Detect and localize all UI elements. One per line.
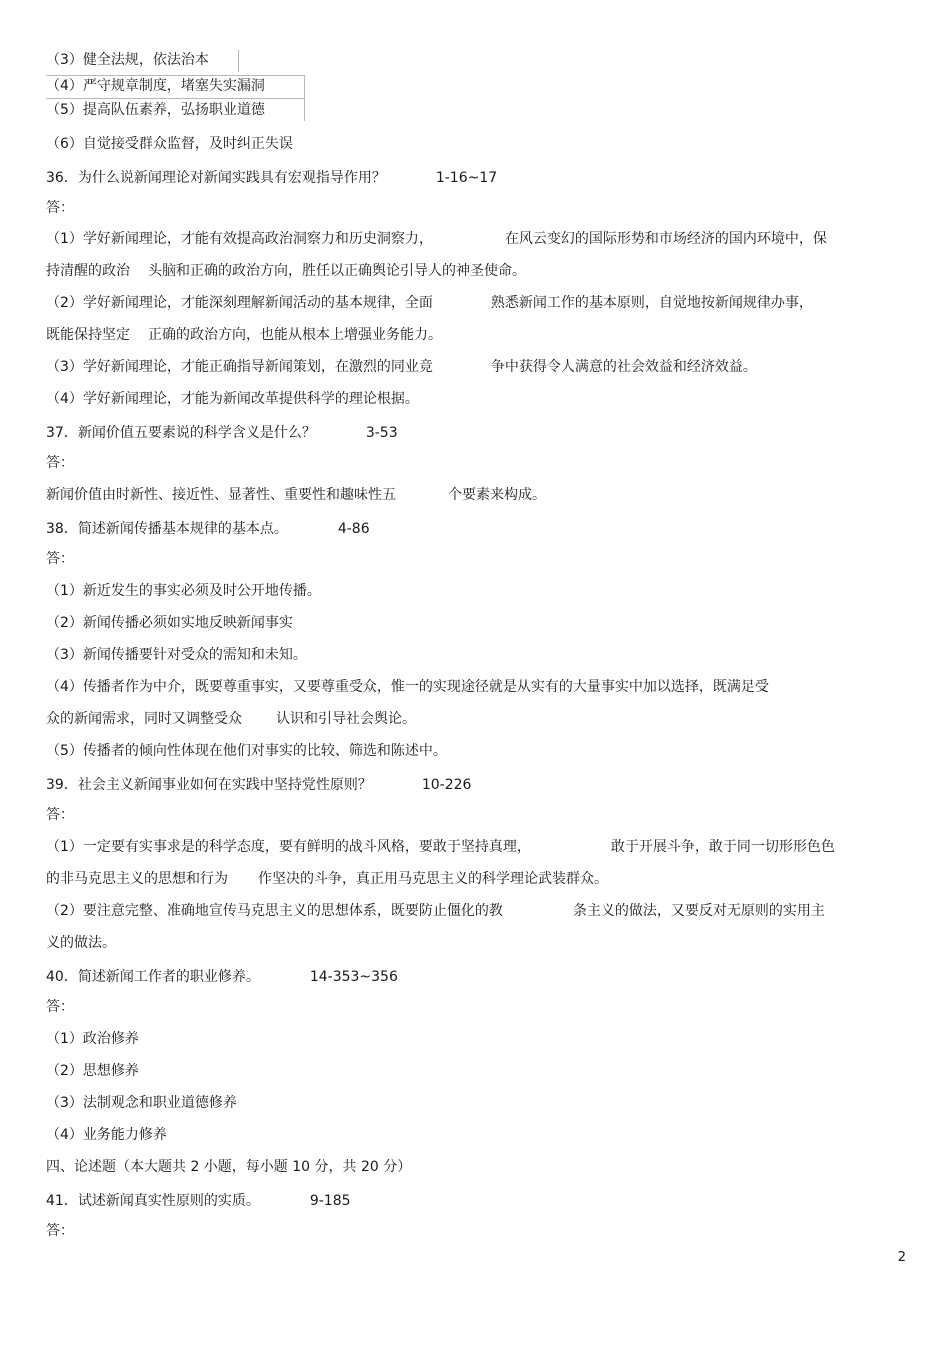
text-line: （3）健全法规，依法治本: [46, 52, 209, 68]
text-line: （3）法制观念和职业道德修养: [46, 1095, 237, 1111]
page-reference: 9-185: [309, 1193, 351, 1209]
text-line: （4）业务能力修养: [46, 1127, 167, 1143]
text-line: （4）学好新闻理论，才能为新闻改革提供科学的理论根据。: [46, 391, 419, 407]
text-line: 既能保持坚定 正确的政治方向，也能从根本上增强业务能力。: [46, 327, 442, 343]
text-line: （2）要注意完整、准确地宣传马克思主义的思想体系，既要防止僵化的教 条主义的做法，又要反对无原则的实用主: [46, 903, 825, 919]
question-36: 36．为什么说新闻理论对新闻实践具有宏观指导作用？ 1-16~17: [46, 170, 498, 186]
question-37: 37．新闻价值五要素说的科学含义是什么？ 3-53: [46, 425, 398, 441]
text-line: （1）新近发生的事实必须及时公开地传播。: [46, 583, 321, 599]
answer-label: 答：: [46, 807, 74, 823]
page-reference: 14-353~356: [309, 969, 398, 985]
text-line: （2）思想修养: [46, 1063, 139, 1079]
question-41: 41．试述新闻真实性原则的实质。 9-185: [46, 1193, 351, 1209]
text-line: （1）一定要有实事求是的科学态度，要有鲜明的战斗风格，要敢于坚持真理， 敢于开展斗争，敢于同一切形形色色: [46, 839, 835, 855]
answer-label: 答：: [46, 999, 74, 1015]
text-line: 众的新闻需求，同时又调整受众 认识和引导社会舆论。: [46, 711, 416, 727]
question-40: 40．简述新闻工作者的职业修养。 14-353~356: [46, 969, 398, 985]
text-line: 新闻价值由时新性、接近性、显著性、重要性和趣味性五 个要素来构成。: [46, 487, 546, 503]
text-line: 持清醒的政治 头脑和正确的政治方向，胜任以正确舆论引导人的神圣使命。: [46, 263, 526, 279]
answer-label: 答：: [46, 455, 74, 471]
text-line: 义的做法。: [46, 935, 116, 951]
text-line: （2）新闻传播必须如实地反映新闻事实: [46, 615, 293, 631]
page-reference: 1-16~17: [435, 170, 498, 186]
page-reference: 4-86: [337, 521, 370, 537]
text-line: （1）政治修养: [46, 1031, 139, 1047]
section-heading: 四、论述题（本大题共 2 小题，每小题 10 分，共 20 分）: [46, 1159, 412, 1175]
text-line: （4）传播者作为中介，既要尊重事实，又要尊重受众，惟一的实现途径就是从实有的大量事实中加以选择，既满足受: [46, 679, 769, 695]
text-line: （1）学好新闻理论，才能有效提高政治洞察力和历史洞察力， 在风云变幻的国际形势和市场经济的国内环境中，保: [46, 231, 827, 247]
answer-label: 答：: [46, 551, 74, 567]
text-line: （5）提高队伍素养，弘扬职业道德: [46, 102, 265, 118]
text-line: （6）自觉接受群众监督，及时纠正失误: [46, 136, 293, 152]
question-38: 38．简述新闻传播基本规律的基本点。 4-86: [46, 521, 370, 537]
page-reference: 10-226: [421, 777, 472, 793]
text-line: 的非马克思主义的思想和行为 作坚决的斗争，真正用马克思主义的科学理论武装群众。: [46, 871, 608, 887]
answer-label: 答：: [46, 200, 74, 216]
text-line: （5）传播者的倾向性体现在他们对事实的比较、筛选和陈述中。: [46, 743, 447, 759]
page-reference: 3-53: [365, 425, 398, 441]
text-line: （3）学好新闻理论，才能正确指导新闻策划，在激烈的同业竞 争中获得令人满意的社会效益和经济效益。: [46, 359, 757, 375]
text-line: （2）学好新闻理论，才能深刻理解新闻活动的基本规律，全面 熟悉新闻工作的基本原则，自觉地按新闻规律办事，: [46, 295, 813, 311]
question-39: 39．社会主义新闻事业如何在实践中坚持党性原则？ 10-226: [46, 777, 472, 793]
page-number: 2: [897, 1250, 906, 1265]
text-line: （4）严守规章制度，堵塞失实漏洞: [46, 78, 265, 94]
answer-label: 答：: [46, 1223, 74, 1239]
text-line: （3）新闻传播要针对受众的需知和未知。: [46, 647, 307, 663]
